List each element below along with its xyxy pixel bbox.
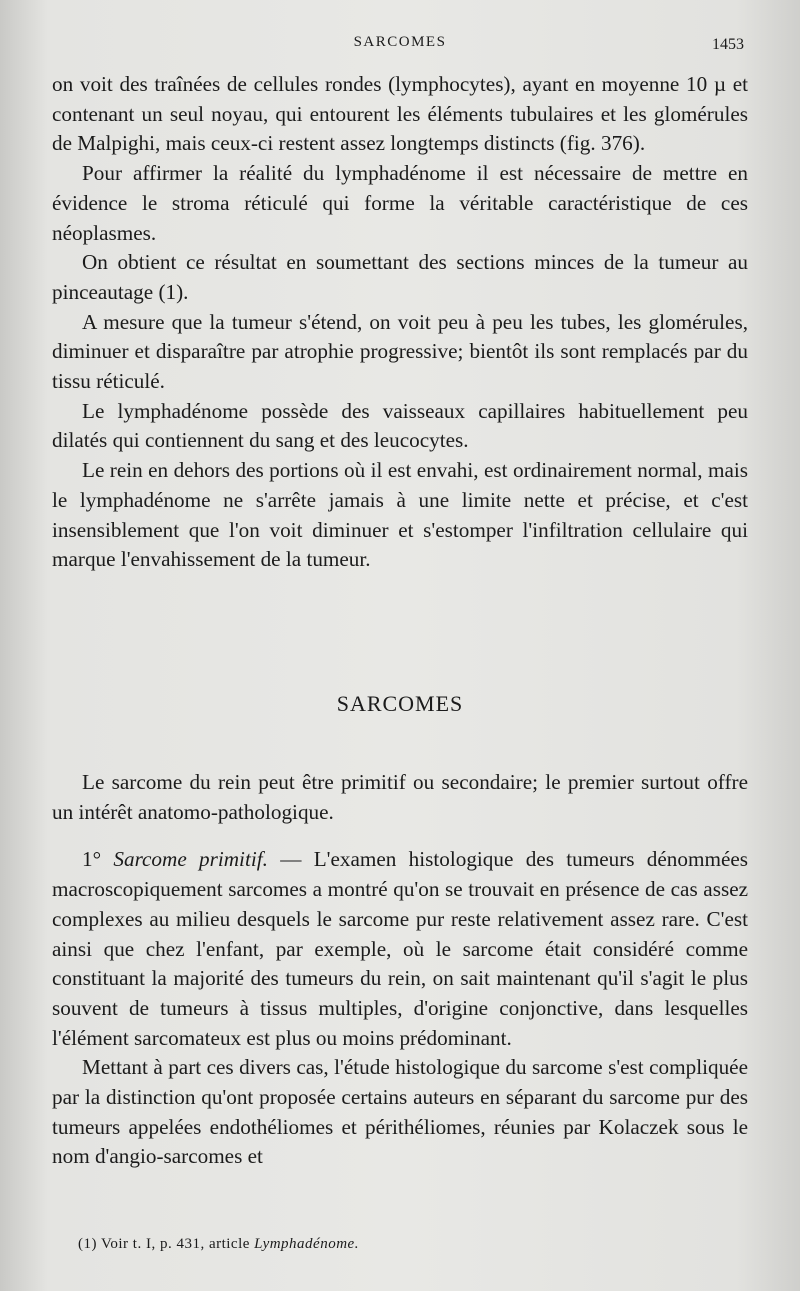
section-heading: SARCOMES bbox=[336, 691, 464, 716]
paragraph-kidney: Le rein en dehors des portions où il est envahi, est ordinairement normal, mais le lymphadénome ne s'arrête jamais à une limite nette et précise, et c'est insensiblement que l'on voit diminuer et s'estomper l'infiltration cellulaire qui marque l'envahissement de la tumeur. bbox=[52, 458, 748, 572]
paragraph-histology: Mettant à part ces divers cas, l'étude histologique du sarcome s'est compliquée par la distinction qu'ont proposée certains auteurs en séparant du sarcome pur des tumeurs appelées endothéliomes et périthéliomes, réunies par Kolaczek sous le nom d'angio-sarcomes et bbox=[52, 1055, 748, 1169]
enumeration-label: 1° bbox=[82, 847, 114, 872]
body-text bbox=[52, 70, 748, 575]
page-number: 1453 bbox=[712, 36, 744, 53]
running-head bbox=[0, 34, 800, 58]
paragraph-primary-sarcoma-text: — L'examen histologique des tumeurs dénommées macroscopiquement sarcomes a montré qu'on se trouvait en présence de cas assez complexes au milieu desquels le sarcome pur reste relativement assez rare. C'est ainsi que chez l'enfant, par exemple, où le sarcome était considéré comme constituant la majorité des tumeurs du rein, on sait maintenant qu'il s'agit le plus souvent de tumeurs à tissus multiples, d'origine conjonctive, dans lesquelles l'élément sarcomateux est plus ou moins prédominant. bbox=[52, 847, 748, 1050]
paragraph-sarcoma-intro: Le sarcome du rein peut être primitif ou secondaire; le premier surtout offre un intérêt anatomo-pathologique. bbox=[52, 770, 748, 824]
paragraph-stroma: Pour affirmer la réalité du lymphadénome il est nécessaire de mettre en évidence le stroma réticulé qui forme la véritable caractéristique de ces néoplasmes. bbox=[52, 161, 748, 245]
paragraph-continuation: on voit des traînées de cellules rondes (lymphocytes), ayant en moyenne 10 µ et contenant un seul noyau, qui entourent les éléments tubulaires et les glomérules de Malpighi, mais ceux-ci restent assez longtemps distincts (fig. 376). bbox=[52, 72, 748, 156]
footnote-italic: Lymphadénome. bbox=[254, 1236, 359, 1252]
paragraph-primary-sarcoma bbox=[52, 845, 748, 1053]
paragraph-pinceautage: On obtient ce résultat en soumettant des sections minces de la tumeur au pinceautage (1). bbox=[52, 250, 748, 304]
footnote-text: (1) Voir t. I, p. 431, article bbox=[78, 1236, 255, 1252]
subsection-title: Sarcome primitif. bbox=[113, 847, 268, 872]
section-text bbox=[52, 768, 748, 1172]
footnote bbox=[78, 1236, 758, 1253]
paragraph-atrophy: A mesure que la tumeur s'étend, on voit peu à peu les tubes, les glomérules, diminuer et disparaître par atrophie progressive; bientôt ils sont remplacés par du tissu réticulé. bbox=[52, 309, 748, 394]
running-title: SARCOMES bbox=[353, 34, 447, 50]
paragraph-capillaries: Le lymphadénome possède des vaisseaux capillaires habituellement peu dilatés qui contiennent du sang et des leucocytes. bbox=[52, 398, 748, 453]
